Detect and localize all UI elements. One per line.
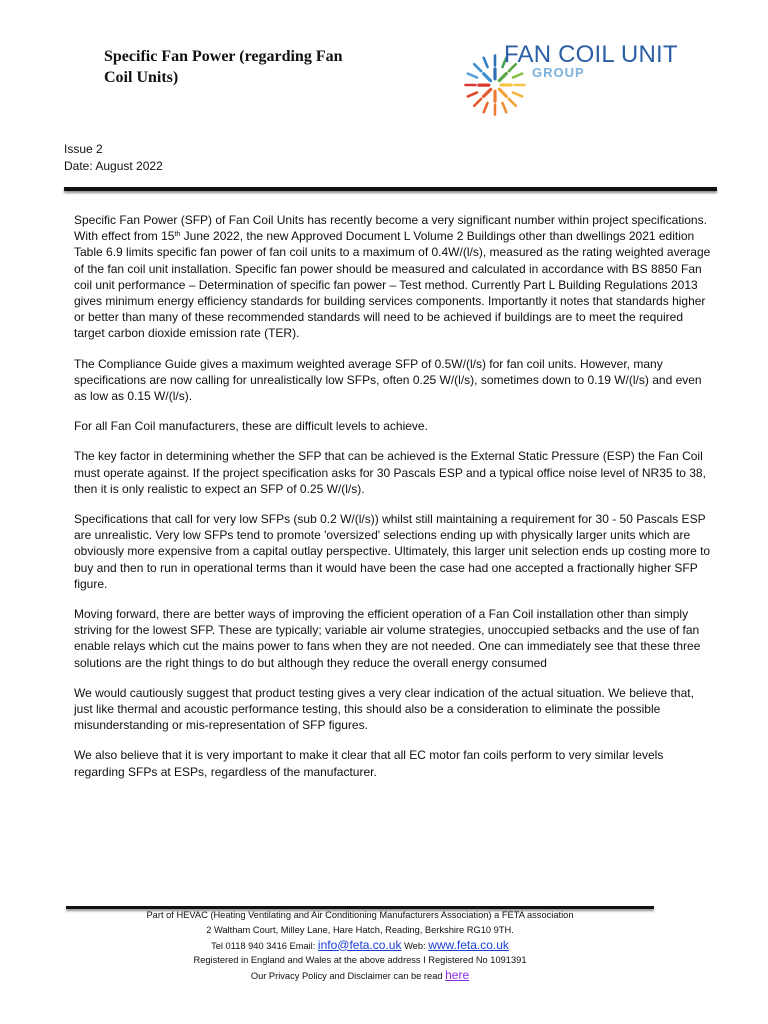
paragraph: The Compliance Guide gives a maximum weighted average SFP of 0.5W/(l/s) for fan coil units. However, many specifications are now calling for unrealistically low SFPs, often 0.25 W/(l/s), sometimes down to 0.19 W/(l/s) and even as low as 0.15 W/(l/s). (74, 356, 702, 404)
website-link[interactable]: www.feta.co.uk (428, 937, 509, 952)
logo-brand-text: FAN COIL UNIT (504, 41, 678, 68)
fan-coil-unit-group-logo (456, 40, 726, 132)
footer-address-line: 2 Waltham Court, Milley Lane, Hare Hatch, Reading, Berkshire RG10 9TH. (206, 924, 514, 935)
document-body (74, 212, 714, 794)
email-link[interactable]: info@feta.co.uk (317, 937, 402, 952)
paragraph: The key factor in determining whether the SFP that can be achieved is the External Static Pressure (ESP) the Fan Coil must operate against. If the project specification asks for 30 Pascals ESP and a typical office noise level of NR35 to 38, then it is only realistic to expect an SFP of 0.25 W/(l/s). (74, 449, 706, 496)
footer-registration-line: Registered in England and Wales at the above address I Registered No 1091391 (193, 955, 527, 966)
paragraph (74, 212, 714, 342)
paragraph: Specifications that call for very low SFPs (sub 0.2 W/(l/s)) whilst still maintaining a requirement for 30 - 50 Pascals ESP are unrealistic. Very low SFPs tend to promote 'oversized' selections ending up with physically larger units which are obviously more expensive from a capital outlay perspective. Ultimately, this larger unit selection ends up costing more to buy and then to run in operational terms than it would have been the case had one accepted a fractionally higher SFP figure. (74, 512, 711, 591)
issue-number: Issue 2 (64, 142, 103, 156)
paragraph: We also believe that it is very important to make it clear that all EC motor fan coils perform to very similar levels regarding SFPs at ESPs, regardless of the manufacturer. (74, 748, 664, 779)
header-divider (64, 187, 717, 191)
title-line-1: Specific Fan Power (regarding Fan (104, 48, 343, 65)
paragraph-text: June 2022, the new Approved Document L Volume 2 Buildings other than dwellings 2021 edition Table 6.9 limits specific fan power of fan coil units to a maximum of 0.4W/(l/s), measured as the rating weighted average of the fan coil unit installation. Specific fan power should be measured and calculated in accordance with BS 8850 Fan coil unit performance – Determination of specific fan power – Test method. Currently Part L Building Regulations 2013 gives minimum energy efficiency standards for building services components. Importantly it notes that standards higher or better than many of these recommended standards will need to be achieved if buildings are to meet the required target carbon dioxide emission rate (TER). (74, 229, 711, 341)
logo-group-text: GROUP (532, 65, 585, 80)
footer-contact-line (66, 938, 654, 954)
page-footer (66, 908, 654, 984)
footer-privacy-line (66, 968, 654, 984)
issue-date: Date: August 2022 (64, 159, 163, 173)
footer-association-line: Part of HEVAC (Heating Ventilating and Air Conditioning Manufacturers Association) a FETA association (146, 910, 574, 920)
privacy-policy-link[interactable]: here (445, 968, 470, 983)
footer-privacy-text: Our Privacy Policy and Disclaimer can be read (250, 971, 446, 982)
document-title (104, 46, 414, 88)
paragraph: Moving forward, there are better ways of improving the efficient operation of a Fan Coil installation other than simply striving for the lowest SFP. These are typically; variable air volume strategies, unoccupied setbacks and the use of fan enable relays which cut the mains power to fans when they are not needed. One can immediately see that these three solutions are the right things to do but although they reduce the overall energy consumed (74, 607, 701, 670)
ordinal-suffix: th (174, 231, 181, 239)
footer-web-label: Web: (401, 940, 429, 951)
paragraph: For all Fan Coil manufacturers, these are difficult levels to achieve. (74, 419, 428, 434)
footer-tel-label: Tel 0118 940 3416 Email: (211, 940, 318, 951)
paragraph-text: Specific Fan Power (SFP) of Fan Coil Units has recently become a very significant number within project specifications. With effect from 15 (74, 213, 707, 244)
document-meta (64, 141, 163, 175)
paragraph: We would cautiously suggest that product testing gives a very clear indication of the actual situation. We believe that, just like thermal and acoustic performance testing, this should also be a consideration to eliminate the possible misunderstanding or mis-representation of SFP figures. (74, 685, 694, 733)
title-line-2: Coil Units) (104, 69, 179, 86)
